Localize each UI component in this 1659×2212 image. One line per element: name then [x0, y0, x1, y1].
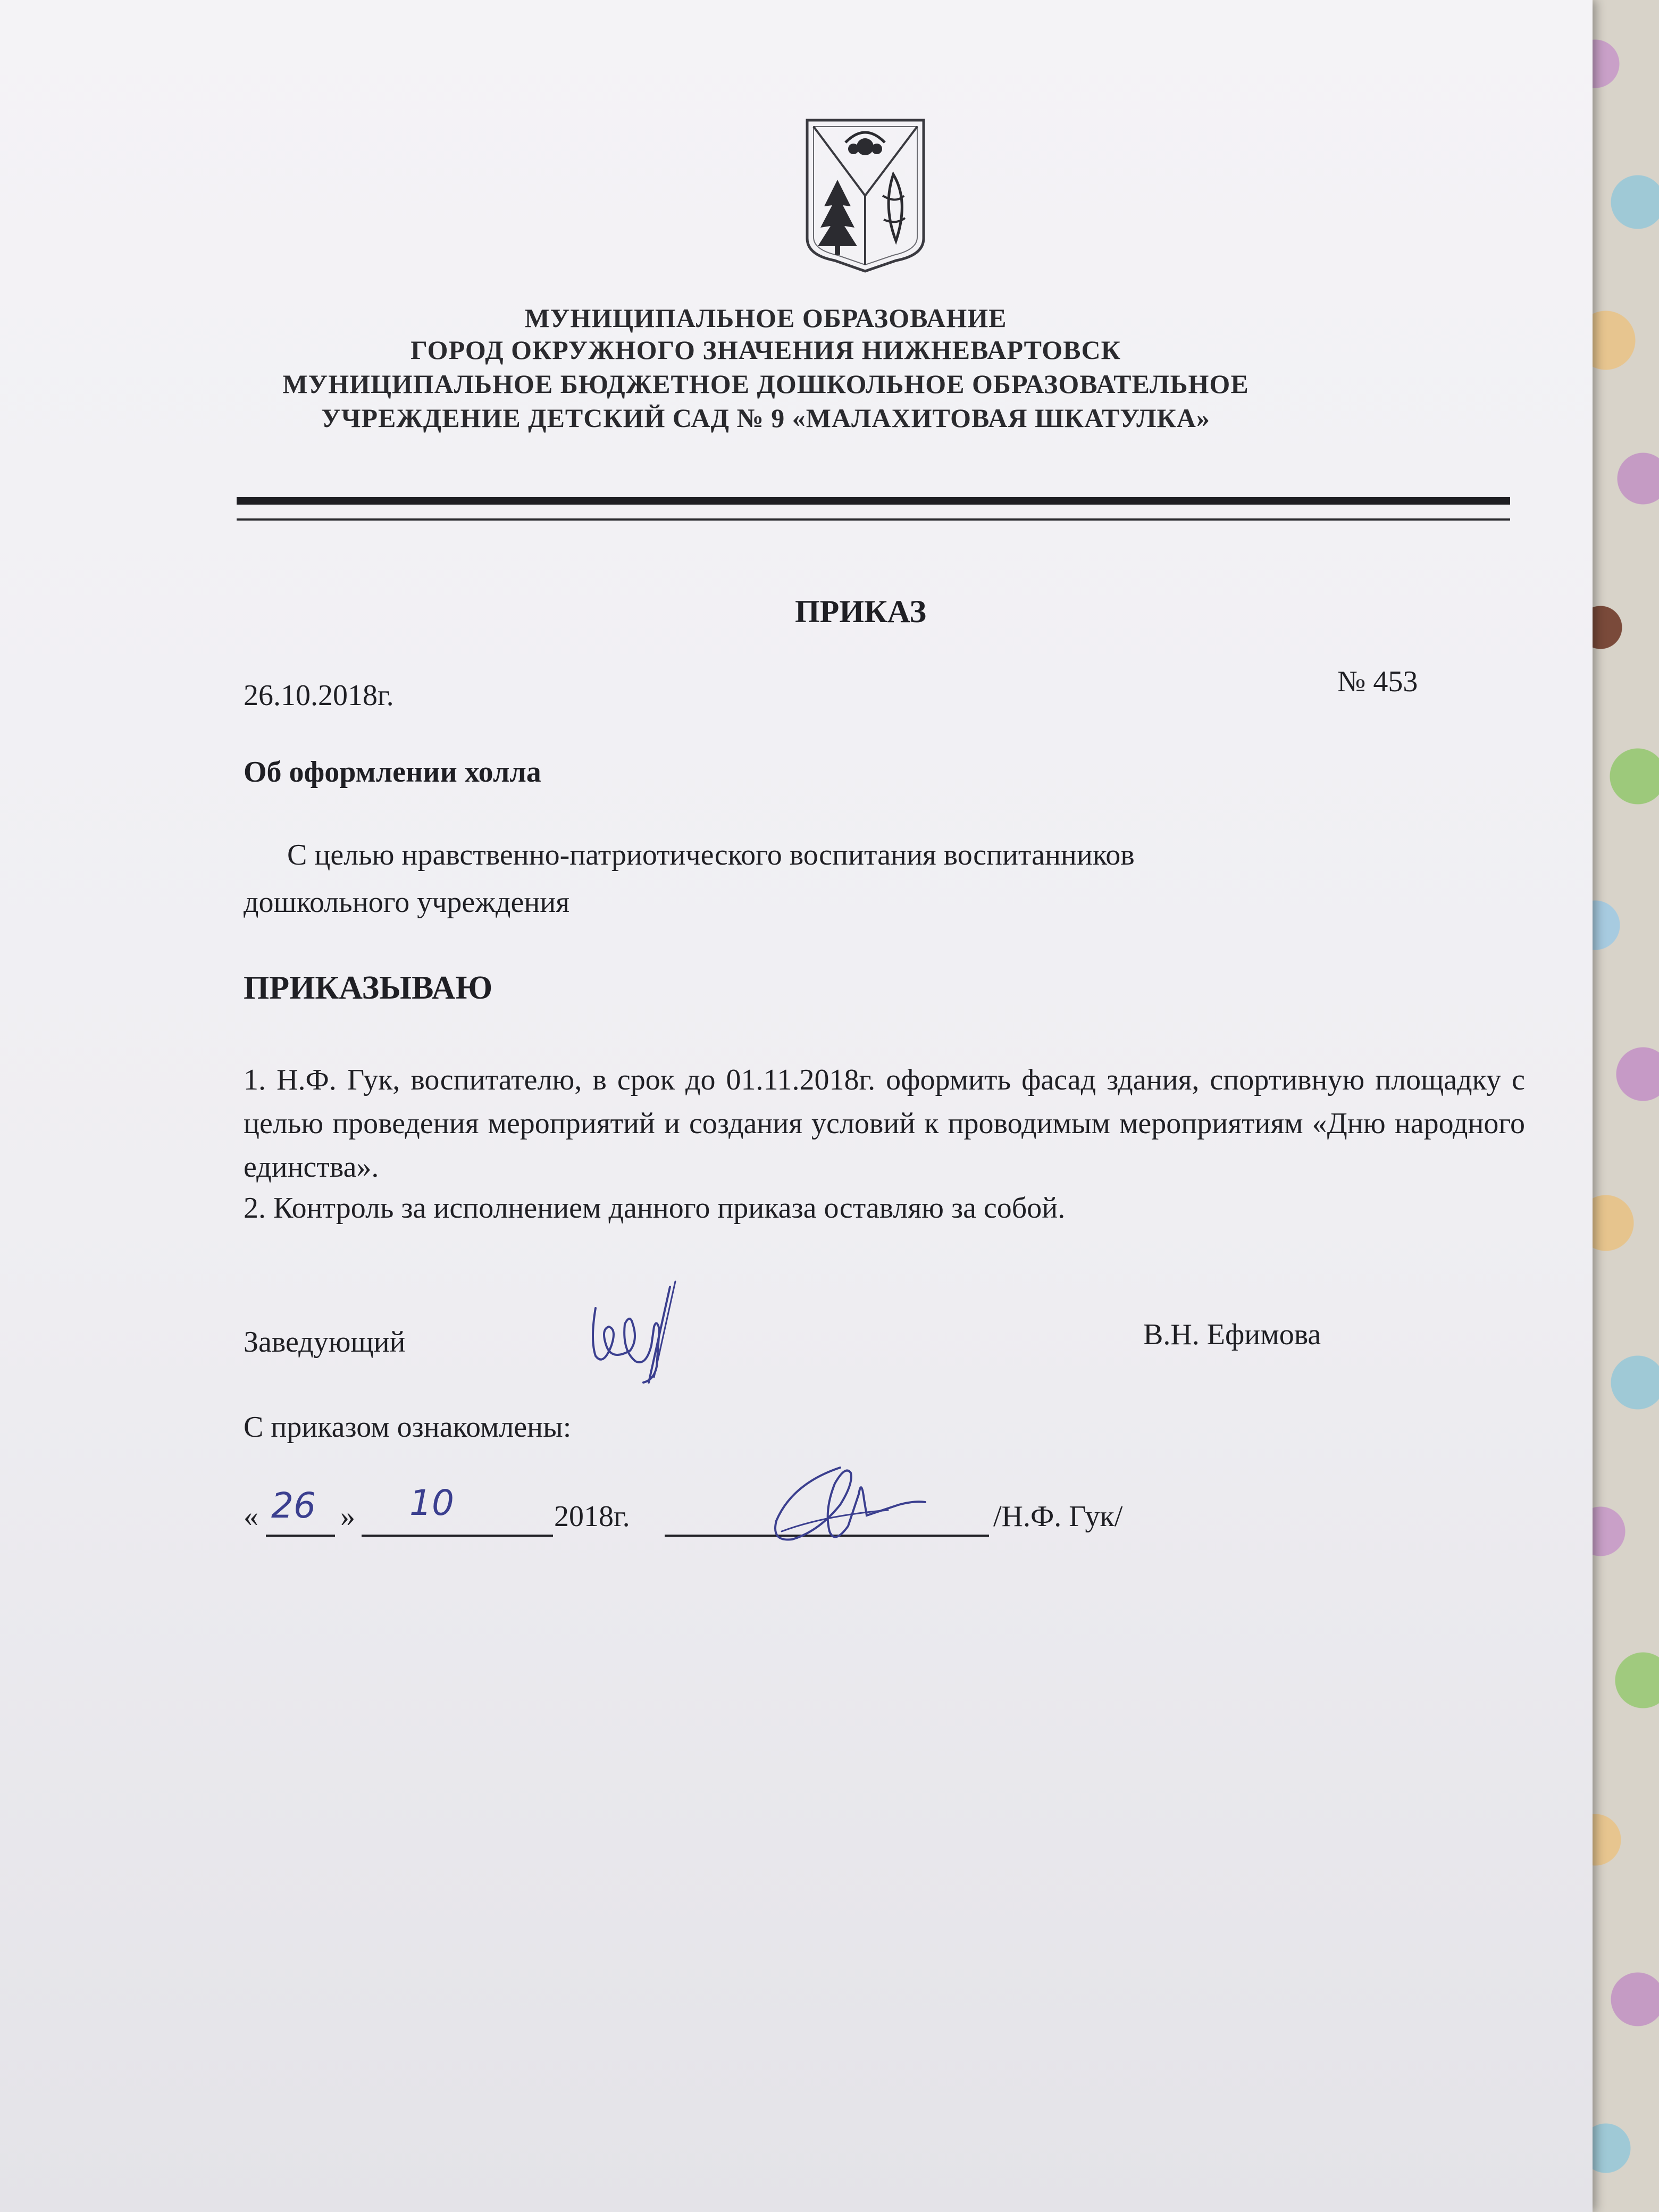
header-divider-thick — [237, 497, 1510, 505]
signatory-name: В.Н. Ефимова — [1143, 1318, 1321, 1351]
signatory-position: Заведующий — [244, 1326, 406, 1359]
order-item-2: 2. Контроль за исполнением данного приказа оставляю за собой. — [244, 1192, 1066, 1225]
acquainted-quote-close: » — [340, 1500, 355, 1533]
document-subject: Об оформлении холла — [244, 756, 541, 789]
document-title: ПРИКАЗ — [795, 594, 927, 629]
header-line-4: УЧРЕЖДЕНИЕ ДЕТСКИЙ САД № 9 «МАЛАХИТОВАЯ ШКАТУЛКА» — [321, 403, 1210, 433]
order-heading: ПРИКАЗЫВАЮ — [244, 970, 493, 1006]
document-date: 26.10.2018г. — [244, 679, 394, 712]
header-line-1: МУНИЦИПАЛЬНОЕ ОБРАЗОВАНИЕ — [524, 303, 1007, 333]
handwritten-day: 26 — [271, 1485, 316, 1526]
header-line-2: ГОРОД ОКРУЖНОГО ЗНАЧЕНИЯ НИЖНЕВАРТОВСК — [410, 335, 1121, 365]
document-number: № 453 — [1337, 665, 1418, 698]
coat-of-arms-emblem — [803, 116, 928, 275]
month-blank — [362, 1509, 553, 1537]
header-divider-thin — [237, 518, 1510, 521]
acquainted-signature — [760, 1452, 931, 1553]
order-item-1: 1. Н.Ф. Гук, воспитателю, в срок до 01.11.2018г. оформить фасад здания, спортивную площадку с целью проведения мероприятий и создания условий к проводимым мероприятиям «Дню народного единства». — [244, 1063, 1525, 1184]
acquainted-label: С приказом ознакомлены: — [244, 1411, 572, 1444]
handwritten-month: 10 — [409, 1482, 454, 1523]
acquainted-name: /Н.Ф. Гук/ — [993, 1500, 1123, 1533]
preamble-line-1: С целью нравственно-патриотического воспитания воспитанников — [287, 839, 1135, 872]
acquainted-year: 2018г. — [554, 1500, 630, 1533]
acquainted-quote-open: « — [244, 1500, 258, 1533]
header-line-3: МУНИЦИПАЛЬНОЕ БЮДЖЕТНОЕ ДОШКОЛЬНОЕ ОБРАЗОВАТЕЛЬНОЕ — [282, 369, 1249, 399]
director-signature — [580, 1276, 718, 1388]
preamble-line-2: дошкольного учреждения — [244, 886, 570, 919]
